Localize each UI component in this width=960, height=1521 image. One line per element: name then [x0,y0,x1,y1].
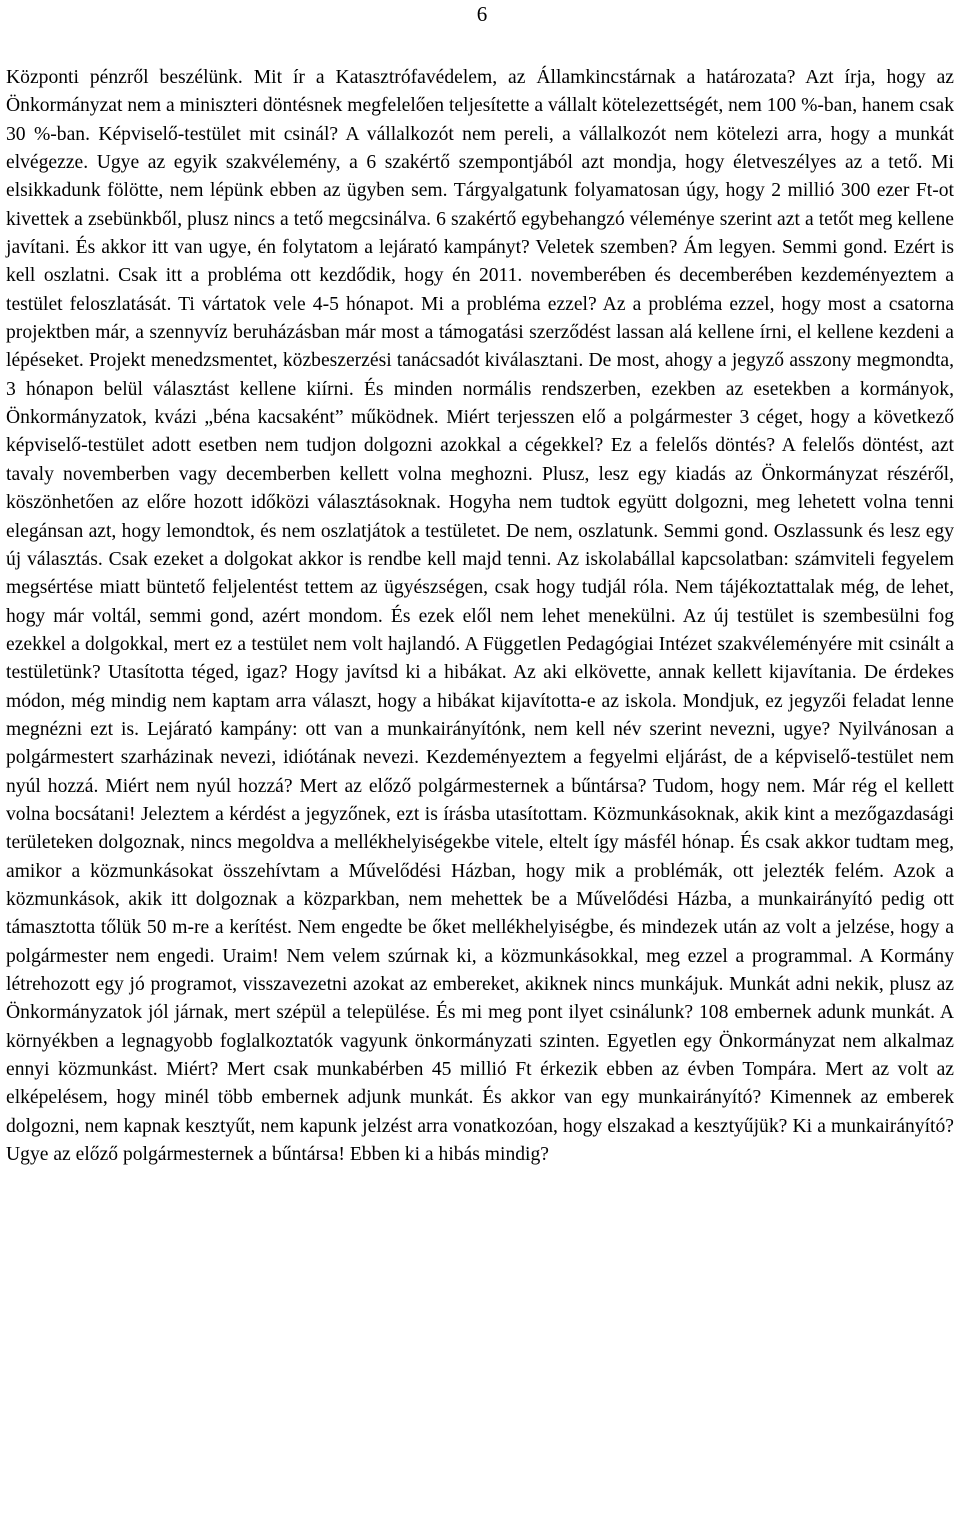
page-number: 6 [476,2,488,26]
body-paragraph: Központi pénzről beszélünk. Mit ír a Katasztrófavédelem, az Államkincstárnak a határozata? Azt írja, hogy az Önkormányzat nem a miniszteri döntésnek megfelelően teljesítette a vállalt kötelezettségét, nem 100 %-ban, hanem csak 30 %-ban. Képviselő-testület mit csinál? A vállalkozót nem pereli, a vállalkozót nem kötelezi arra, hogy a munkát elvégezze. Ugye az egyik szakvélemény, a 6 szakértő szempontjából azt mondja, hogy életveszélyes az a tető. Mi elsikkadunk fölötte, nem lépünk ebben az ügyben sem. Tárgyalgatunk folyamatosan úgy, hogy 2 millió 300 ezer Ft-ot kivettek a zsebünkből, plusz nincs a tető megcsinálva. 6 szakértő egybehangzó véleménye szerint azt a tetőt meg kellene javítani. És akkor itt van ugye, én folytatom a lejárató kampányt? Veletek szemben? Ám legyen. Semmi gond. Ezért is kell oszlatni. Csak itt a probléma ott kezdődik, hogy én 2011. novemberében és decemberében kezdeményeztem a testület feloszlatását. Ti vártatok vele 4-5 hónapot. Mi a probléma ezzel? Az a probléma ezzel, hogy most a csatorna projektben már, a szennyvíz beruházásban már most a támogatási szerződést lassan alá kellene írni, el kellene kezdeni a lépéseket. Projekt menedzsmentet, közbeszerzési tanácsadót kiválasztani. De most, ahogy a jegyző asszony megmondta, 3 hónapon belül választást kellene kiírni. És minden normális rendszerben, ezekben az esetekben a kormányok, Önkormányzatok, kvázi „béna kacsaként” működnek. Miért terjesszen elő a polgármester 3 céget, hogy a következő képviselő-testület adott esetben nem tudjon dolgozni azokkal a cégekkel? Ez a felelős döntés? A felelős döntést, azt tavaly novemberben vagy decemberben kellett volna meghozni. Plusz, lesz egy kiadás az Önkormányzat részéről, köszönhetően az előre hozott időközi választásoknak. Hogyha nem tudtok együtt dolgozni, meg lehetett volna tenni elegánsan azt, hogy lemondtok, és nem oszlatjátok a testületet. De nem, oszlatunk. Semmi gond. Oszlassunk és lesz egy új választás. Csak ezeket a dolgokat akkor is rendbe kell majd tenni. Az iskolabállal kapcsolatban: számviteli fegyelem megsértése miatt büntető feljelentést tettem az ügyészségen, csak hogy tudjál róla. Nem tájékoztattalak még, de lehet, hogy már voltál, semmi gond, azért mondom. És ezek elől nem lehet menekülni. Az új testület is szembesülni fog ezekkel a dolgokkal, mert ez a testület nem volt hajlandó. A Független Pedagógiai Intézet szakvéleményére mit csinált a testületünk? Utasította téged, igaz? Hogy javítsd ki a hibákat. Az aki elkövette, annak kellett kijavítania. De érdekes módon, még mindig nem kaptam arra választ, hogy a hibákat kijavította-e az iskola. Mondjuk, ez jegyzői feladat lenne megnézni ezt is. Lejárató kampány: ott van a munkairányítónk, nem kell név szerint nevezni, ugye? Nyilvánosan a polgármestert szarházinak nevezi, idiótának nevezi. Kezdeményeztem a fegyelmi eljárást, de a képviselő-testület nem nyúl hozzá. Miért nem nyúl hozzá? Mert az előző polgármesternek a bűntársa? Tudom, hogy nem. Már rég el kellett volna bocsátani! Jeleztem a kérdést a jegyzőnek, ezt is írásba utasítottam. Közmunkásoknak, akik kint a mezőgazdasági területeken dolgoznak, nincs megoldva a mellékhelyiségekbe vitele, eltelt így másfél hónap. És csak akkor tudtam meg, amikor a közmunkásokat összehívtam a Művelődési Házban, hogy mik a problémák, ott jelezték felém. Azok a közmunkások, akik itt dolgoznak a közparkban, nem mehettek be a Művelődési Házba, a munkairányító pedig ott támasztotta tőlük 50 m-re a kerítést. Nem engedte be őket mellékhelyiségbe, és mindezek után az volt a jelzése, hogy a polgármester nem engedi. Uraim! Nem velem szúrnak ki, a közmunkásokkal, meg ezzel a programmal. A Kormány létrehozott egy jó programot, visszavezetni azokat az embereket, akiknek nincs munkájuk. Munkát adni nekik, plusz az Önkormányzatok jól járnak, mert szépül a települése. És mi meg pont ilyet csinálunk? 108 embernek adunk munkát. A környékben a legnagyobb foglalkoztatók vagyunk önkormányzati szinten. Egyetlen egy Önkormányzat nem alkalmaz ennyi közmunkást. Miért? Mert csak munkabérben 45 millió Ft érkezik ebben az évben Tompára. Mert az volt az elképelésem, hogy minél több embernek adjunk munkát. És akkor van egy munkairányító? Kimennek az emberek dolgozni, nem kapnak kesztyűt, nem kapunk jelzést arra vonatkozóan, hogy elszakad a kesztyűjük? Ki a munkairányító? Ugye az előző polgármesternek a bűntársa! Ebben ki a hibás mindig? [6,67,954,1166]
